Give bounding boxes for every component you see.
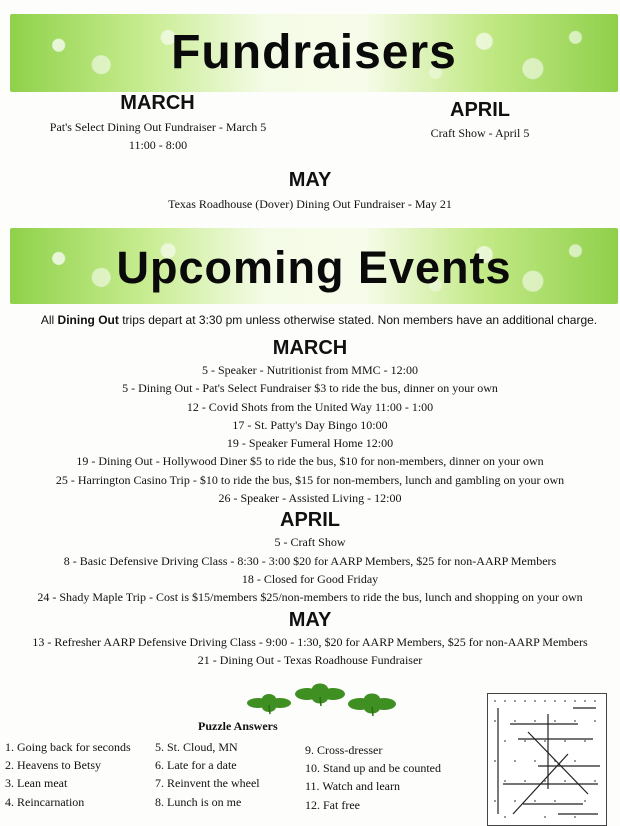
puzzle-answers-col3: [305, 741, 441, 814]
dining-out-note: [0, 313, 620, 327]
upcoming-events-list: [0, 335, 620, 669]
word-search-thumbnail: [487, 693, 607, 826]
fundraisers-banner: [10, 14, 618, 92]
event-item: 18 - Closed for Good Friday: [241, 571, 379, 586]
fundraiser-april-heading: APRIL: [450, 99, 510, 121]
fundraisers-title: Fundraisers: [171, 26, 457, 79]
puzzle-answer: 1. Going back for seconds: [5, 740, 131, 754]
events-march-heading: MARCH: [272, 337, 348, 359]
event-item: 19 - Dining Out - Hollywood Diner $5 to ride the bus, $10 for non-members, dinner on your own: [76, 454, 544, 469]
events-may-heading: MAY: [288, 608, 332, 631]
event-item: 5 - Dining Out - Pat's Select Fundraiser $3 to ride the bus, dinner on your own: [122, 381, 498, 396]
events-april-heading: APRIL: [280, 509, 340, 532]
puzzle-answer: 6. Late for a date: [155, 758, 237, 773]
event-item: 17 - St. Patty's Day Bingo 10:00: [232, 417, 388, 432]
shamrock-icon: [347, 693, 397, 717]
puzzle-answer: 9. Cross-dresser: [305, 743, 383, 757]
note-dining-out: Dining Out: [57, 313, 119, 327]
word-search-grid-image: [488, 694, 606, 825]
shamrock-icon: [294, 683, 346, 707]
fundraiser-march-line2: 11:00 - 8:00: [128, 138, 188, 152]
fundraiser-may-heading: MAY: [288, 169, 332, 191]
puzzle-answer: 8. Lunch is on me: [155, 794, 242, 809]
upcoming-events-title: Upcoming Events: [116, 242, 512, 293]
puzzle-answer: 4. Reincarnation: [5, 794, 85, 809]
event-item: 19 - Speaker Fumeral Home 12:00: [226, 436, 394, 451]
event-item: 25 - Harrington Casino Trip - $10 to ride the bus, $15 for non-members, lunch and gambling on your own: [55, 472, 565, 487]
event-item: 12 - Covid Shots from the United Way 11:00 - 1:00: [186, 399, 434, 414]
puzzle-answer: 3. Lean meat: [5, 776, 68, 791]
event-item: 5 - Craft Show: [274, 535, 346, 550]
fundraiser-march-line1: Pat's Select Dining Out Fundraiser - March 5: [49, 120, 267, 134]
puzzle-answer: 11. Watch and learn: [305, 779, 400, 794]
puzzle-answers-col2: [155, 738, 260, 811]
fundraiser-may-line1: Texas Roadhouse (Dover) Dining Out Fundraiser - May 21: [168, 197, 452, 211]
fundraiser-march-heading: MARCH: [120, 92, 195, 114]
puzzle-answers-title: Puzzle Answers: [198, 719, 278, 733]
puzzle-answer: 2. Heavens to Betsy: [5, 758, 101, 773]
puzzle-answer: 12. Fat free: [305, 797, 360, 812]
upcoming-events-banner: [10, 228, 618, 304]
puzzle-answer: 10. Stand up and be counted: [305, 761, 441, 776]
note-prefix: All: [40, 313, 58, 327]
puzzle-answer: 5. St. Cloud, MN: [155, 740, 238, 754]
note-suffix: trips depart at 3:30 pm unless otherwise stated. Non members have an additional charge.: [118, 313, 598, 327]
shamrock-icon: [246, 693, 292, 715]
event-item: 26 - Speaker - Assisted Living - 12:00: [218, 491, 402, 506]
event-item: 13 - Refresher AARP Defensive Driving Class - 9:00 - 1:30, $20 for AARP Members, $25 for non-AARP Members: [32, 634, 588, 649]
event-item: 8 - Basic Defensive Driving Class - 8:30 - 3:00 $20 for AARP Members, $25 for non-AARP Members: [63, 553, 557, 568]
puzzle-answers-col1: [5, 738, 131, 811]
event-item: 21 - Dining Out - Texas Roadhouse Fundraiser: [197, 652, 423, 667]
puzzle-answer: 7. Reinvent the wheel: [155, 776, 260, 791]
fundraiser-april-line1: Craft Show - April 5: [430, 126, 530, 140]
event-item: 24 - Shady Maple Trip - Cost is $15/members $25/non-members to ride the bus, lunch and shopping on your own: [37, 590, 583, 605]
event-item: 5 - Speaker - Nutritionist from MMC - 12:00: [202, 363, 418, 377]
